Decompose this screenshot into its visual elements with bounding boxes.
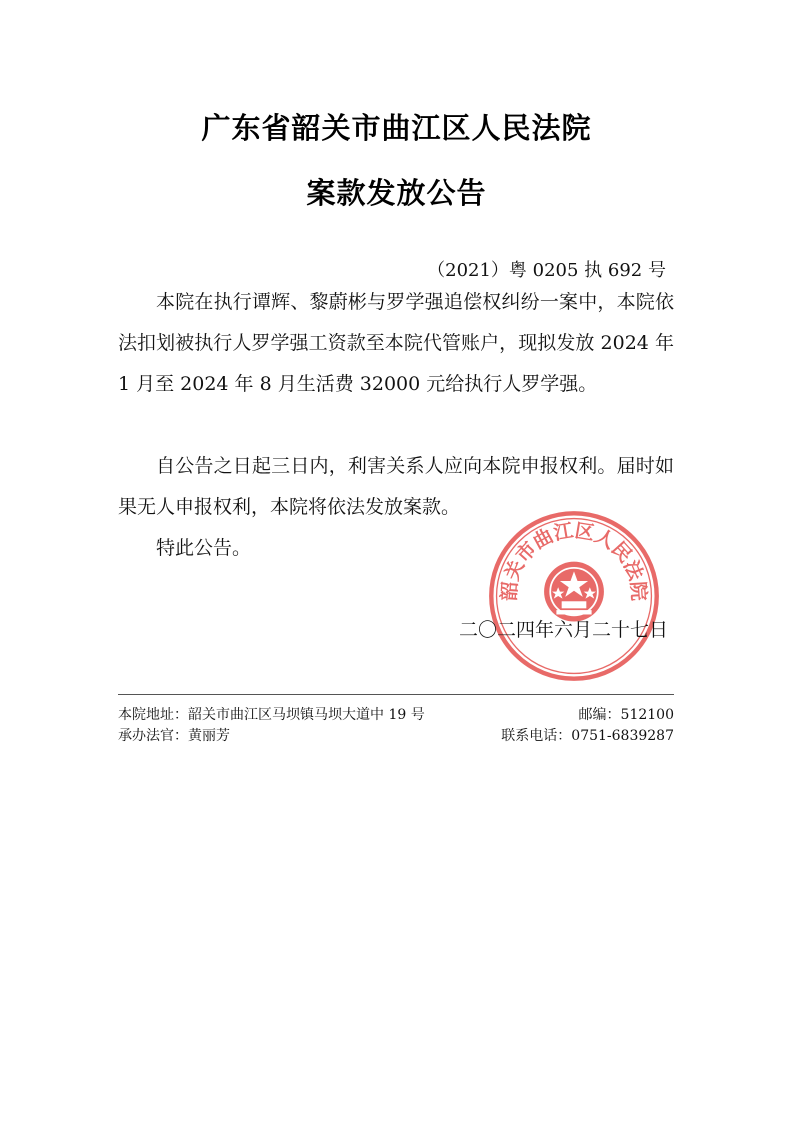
body-paragraph-2: 自公告之日起三日内，利害关系人应向本院申报权利。届时如果无人申报权利，本院将依法发放案款。 [118,455,674,518]
footer-row-1 [118,704,674,724]
closing-paragraph: 特此公告。 [156,537,252,559]
footer-row-2 [118,725,674,745]
case-number: （2021）粤 0205 执 692 号 [427,260,666,281]
signing-date: 二〇二四年六月二十七日 [458,619,668,641]
notice-title: 案款发放公告 [306,176,487,210]
court-seal [486,508,662,684]
contact-phone: 联系电话：0751-6839287 [501,728,674,744]
postcode: 邮编：512100 [578,707,674,723]
footer-divider [118,694,674,695]
presiding-judge: 承办法官：黄丽芳 [118,728,230,744]
court-name-heading: 广东省韶关市曲江区人民法院 [201,111,592,145]
body-paragraph-1: 本院在执行谭辉、黎蔚彬与罗学强追偿权纠纷一案中，本院依法扣划被执行人罗学强工资款至本院代管账户，现拟发放 2024 年 1 月至 2024 年 8 月生活费 32000 元给执行人罗学强。 [118,291,674,395]
seal-text: 韶关市曲江区人民法院 [497,518,651,602]
court-address: 本院地址：韶关市曲江区马坝镇马坝大道中 19 号 [118,707,425,723]
